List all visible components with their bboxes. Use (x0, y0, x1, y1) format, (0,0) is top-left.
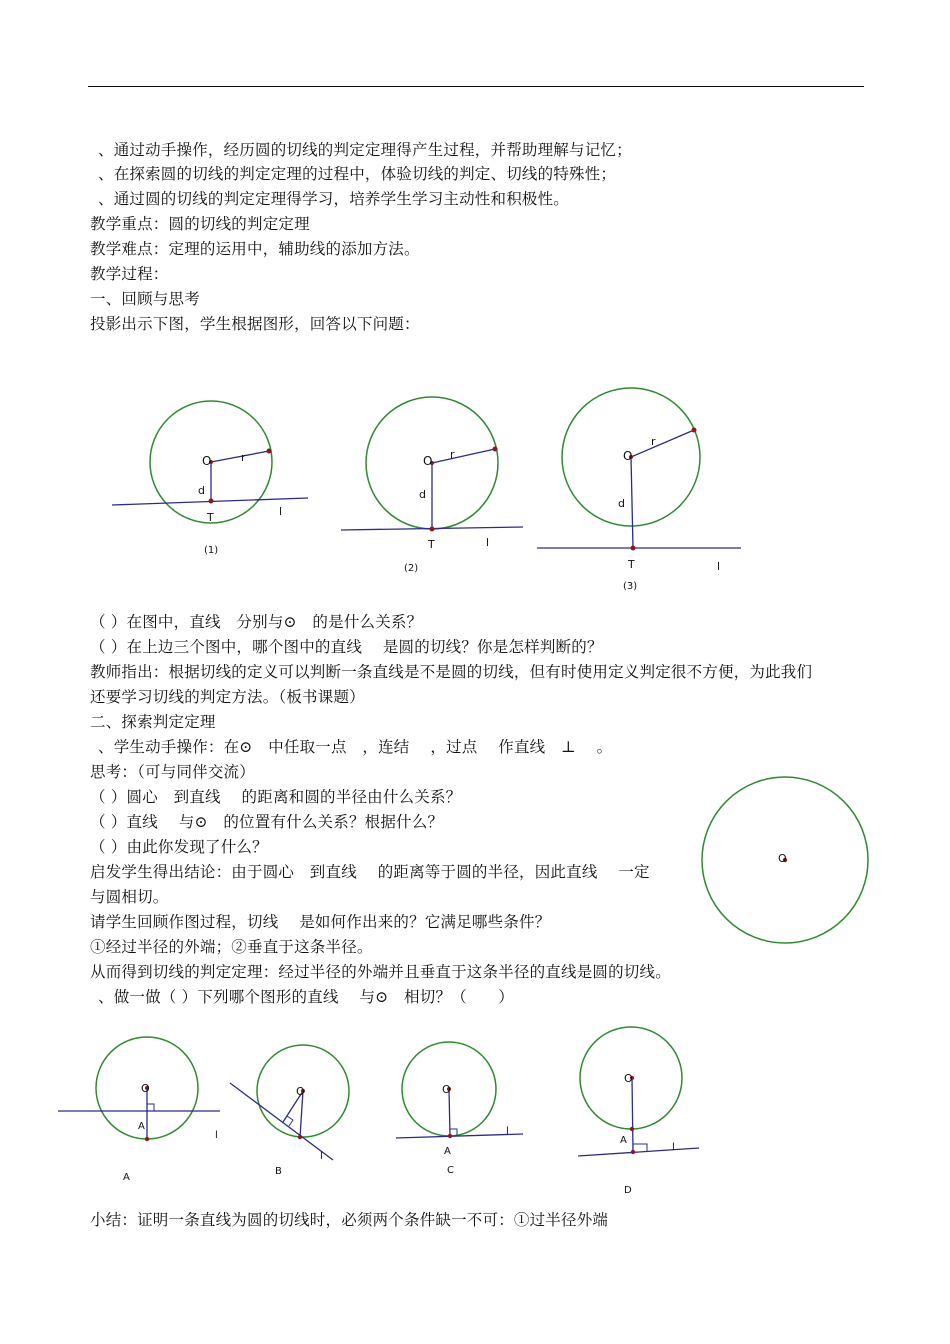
point-T (631, 546, 636, 551)
figure-1-secant (112, 401, 308, 556)
caption-D: D (624, 1185, 632, 1196)
label-A: A (620, 1135, 627, 1146)
choice-figure-C (396, 1042, 523, 1176)
caption-1: (1) (204, 545, 219, 556)
label-O: O (624, 1072, 633, 1085)
objective-1: 、通过动手操作，经历圆的切线的判定定理得产生过程，并帮助理解与记忆； (98, 141, 632, 159)
exercise-prompt: 、做一做（ ）下列哪个图形的直线 与⊙ 相切？（ ） (98, 988, 514, 1006)
caption-2: (2) (404, 563, 419, 574)
point-A (448, 1134, 452, 1138)
point-T (209, 499, 214, 504)
label-r: r (450, 448, 455, 461)
radius-r (631, 430, 694, 457)
label-d: d (618, 497, 625, 510)
label-l: l (215, 1130, 218, 1141)
choice-figure-B (230, 1045, 349, 1177)
conditions: ①经过半径的外端；②垂直于这条半径。 (90, 938, 373, 956)
section-1-intro: 投影出示下图，学生根据图形，回答以下问题： (90, 315, 420, 333)
conclusion-line-1: 启发学生得出结论：由于圆心 到直线 的距离等于圆的半径，因此直线 一定 (90, 863, 650, 881)
figure-side-circle (702, 777, 868, 943)
activity-1: 、学生动手操作：在⊙ 中任取一点 ，连结 ，过点 作直线 ⊥ 。 (98, 738, 613, 756)
question-1: （ ）在图中，直线 分别与⊙ 的是什么关系？ (90, 613, 423, 631)
point-A (630, 1127, 634, 1131)
label-O: O (778, 852, 787, 865)
point-radius-end (267, 449, 272, 454)
label-d: d (419, 488, 426, 501)
label-l: l (279, 505, 283, 518)
choice-figure-D (578, 1027, 699, 1196)
point-T (430, 527, 435, 532)
label-l: l (506, 1126, 509, 1137)
perpendicular-segment (632, 1078, 633, 1152)
label-O: O (423, 454, 433, 468)
label-A: A (444, 1146, 451, 1157)
label-T: T (628, 558, 635, 571)
objective-3: 、通过圆的切线的判定定理得学习，培养学生学习主动性和积极性。 (98, 190, 570, 208)
right-angle-mark (147, 1104, 154, 1111)
label-O: O (623, 449, 633, 463)
process-heading: 教学过程： (90, 265, 169, 283)
point-A (145, 1137, 149, 1141)
label-r: r (241, 451, 246, 464)
label-T: T (207, 511, 214, 524)
review-question: 请学生回顾作图过程，切线 是如何作出来的？它满足哪些条件？ (90, 913, 551, 931)
perpendicular-segment (449, 1089, 450, 1136)
teacher-note-line-2: 还要学习切线的判定方法。（板书课题） (90, 688, 365, 706)
point-A (298, 1135, 302, 1139)
right-angle-mark (287, 1116, 293, 1126)
label-T: T (428, 538, 435, 551)
section-2-heading: 二、探索判定定理 (90, 713, 216, 731)
label-d: d (198, 484, 205, 497)
radius-r (211, 451, 269, 462)
figure-3-separate (537, 388, 741, 592)
label-l: l (486, 536, 490, 549)
label-r: r (651, 435, 656, 448)
choice-figure-A (58, 1037, 220, 1183)
label-O: O (442, 1083, 451, 1096)
difficult-point: 教学难点：定理的运用中，辅助线的添加方法。 (90, 240, 420, 258)
think-question-3: （ ）由此你发现了什么？ (90, 838, 268, 856)
summary: 小结：证明一条直线为圆的切线时，必须两个条件缺一不可：①过半径外端 (90, 1211, 609, 1229)
objective-2: 、在探索圆的切线的判定定理的过程中，体验切线的判定、切线的特殊性； (98, 165, 617, 183)
segment-d (631, 457, 633, 548)
line-l (578, 1148, 699, 1156)
radius-r (432, 449, 495, 463)
think-question-1: （ ）圆心 到直线 的距离和圆的半径由什么关系？ (90, 788, 462, 806)
caption-C: C (447, 1165, 454, 1176)
think-question-2: （ ）直线 与⊙ 的位置有什么关系？根据什么？ (90, 813, 444, 831)
key-point: 教学重点：圆的切线的判定定理 (90, 215, 310, 233)
question-2: （ ）在上边三个图中，哪个图中的直线 是圆的切线？你是怎样判断的？ (90, 638, 603, 656)
point-radius-end (692, 428, 697, 433)
label-A: A (138, 1121, 145, 1132)
label-O: O (202, 454, 212, 468)
label-l: l (717, 560, 721, 573)
point-radius-end (493, 447, 498, 452)
caption-A: A (123, 1172, 130, 1183)
caption-3: (3) (623, 581, 638, 592)
label-O: O (296, 1085, 305, 1098)
section-1-heading: 一、回顾与思考 (90, 290, 200, 308)
theorem-statement: 从而得到切线的判定定理：经过半径的外端并且垂直于这条半径的直线是圆的切线。 (90, 963, 671, 981)
think-heading: 思考：（可与同伴交流） (90, 763, 255, 781)
label-l: l (672, 1142, 675, 1153)
caption-B: B (275, 1166, 282, 1177)
conclusion-line-2: 与圆相切。 (90, 888, 169, 906)
figure-2-tangent (341, 397, 523, 574)
label-l: l (320, 1151, 323, 1162)
teacher-note-line-1: 教师指出：根据切线的定义可以判断一条直线是不是圆的切线，但有时使用定义判定很不方便，为此我们 (90, 663, 813, 681)
label-O: O (141, 1082, 150, 1095)
right-angle-mark (633, 1144, 647, 1151)
point-foot (631, 1150, 635, 1154)
line-l (230, 1083, 333, 1160)
